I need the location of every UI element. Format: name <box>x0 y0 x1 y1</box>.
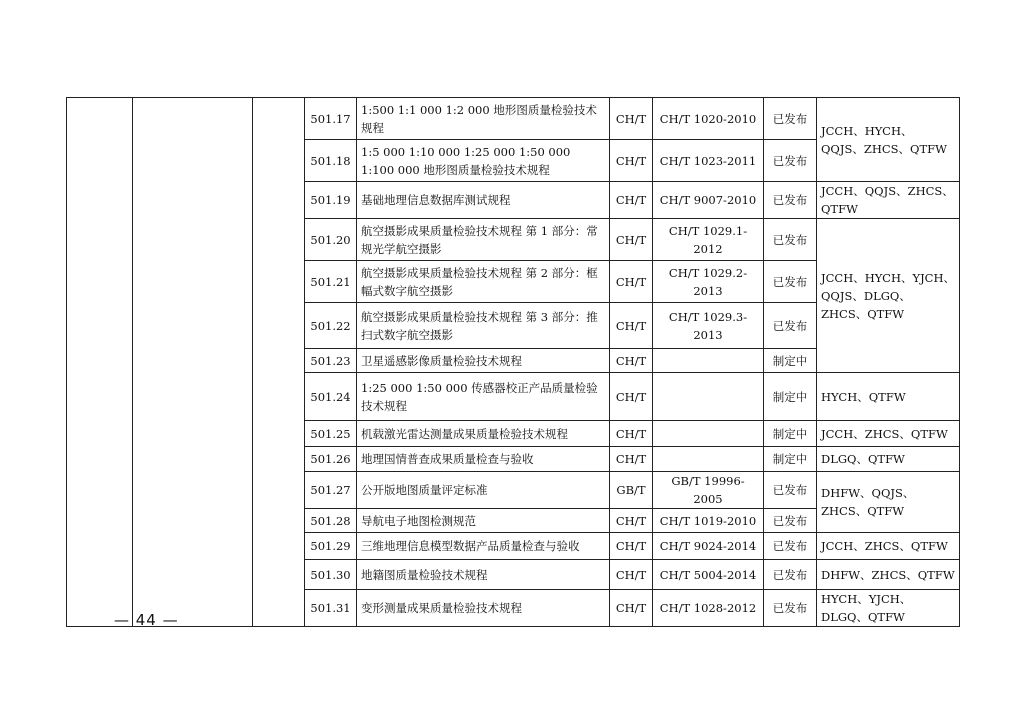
standards-table <box>66 97 960 627</box>
applicable-orgs: HYCH、QTFW <box>817 373 960 421</box>
standard-name: 1:500 1:1 000 1:2 000 地形图质量检验技术规程 <box>357 98 610 140</box>
blank-category-cell-1 <box>67 98 133 627</box>
row-number: 501.24 <box>305 373 357 421</box>
standard-code: CH/T 9007-2010 <box>653 182 764 219</box>
standard-code: CH/T 1020-2010 <box>653 98 764 140</box>
standard-name: 航空摄影成果质量检验技术规程 第 3 部分：推扫式数字航空摄影 <box>357 303 610 349</box>
blank-category-cell-2 <box>133 98 253 627</box>
applicable-orgs: JCCH、HYCH、YJCH、QQJS、DLGQ、ZHCS、QTFW <box>817 219 960 373</box>
standard-category: CH/T <box>610 373 653 421</box>
standard-category: CH/T <box>610 509 653 533</box>
standard-category: CH/T <box>610 447 653 472</box>
standard-category: CH/T <box>610 140 653 182</box>
standard-category: GB/T <box>610 472 653 509</box>
standard-status: 制定中 <box>764 373 817 421</box>
applicable-orgs: JCCH、ZHCS、QTFW <box>817 421 960 447</box>
standard-code: CH/T 1023-2011 <box>653 140 764 182</box>
standard-status: 已发布 <box>764 98 817 140</box>
row-number: 501.30 <box>305 560 357 590</box>
standard-status: 已发布 <box>764 560 817 590</box>
standard-name: 基础地理信息数据库测试规程 <box>357 182 610 219</box>
row-number: 501.19 <box>305 182 357 219</box>
row-number: 501.23 <box>305 349 357 373</box>
standard-code <box>653 349 764 373</box>
standard-code: CH/T 1029.1-2012 <box>653 219 764 261</box>
applicable-orgs: DHFW、ZHCS、QTFW <box>817 560 960 590</box>
standard-status: 已发布 <box>764 303 817 349</box>
standard-name: 航空摄影成果质量检验技术规程 第 2 部分：框幅式数字航空摄影 <box>357 261 610 303</box>
standard-status: 制定中 <box>764 421 817 447</box>
standard-status: 制定中 <box>764 447 817 472</box>
standard-status: 制定中 <box>764 349 817 373</box>
standard-code: CH/T 1029.2-2013 <box>653 261 764 303</box>
row-number: 501.21 <box>305 261 357 303</box>
standard-name: 导航电子地图检测规范 <box>357 509 610 533</box>
applicable-orgs: JCCH、QQJS、ZHCS、QTFW <box>817 182 960 219</box>
standard-code: CH/T 5004-2014 <box>653 560 764 590</box>
standard-status: 已发布 <box>764 182 817 219</box>
standard-name: 航空摄影成果质量检验技术规程 第 1 部分：常规光学航空摄影 <box>357 219 610 261</box>
standard-code: CH/T 1029.3-2013 <box>653 303 764 349</box>
standard-category: CH/T <box>610 303 653 349</box>
standard-code: CH/T 9024-2014 <box>653 533 764 560</box>
row-number: 501.22 <box>305 303 357 349</box>
standard-name: 三维地理信息模型数据产品质量检查与验收 <box>357 533 610 560</box>
standard-name: 卫星遥感影像质量检验技术规程 <box>357 349 610 373</box>
standard-code <box>653 421 764 447</box>
row-number: 501.28 <box>305 509 357 533</box>
page-number: — 44 — <box>114 611 179 629</box>
standard-status: 已发布 <box>764 261 817 303</box>
standard-status: 已发布 <box>764 509 817 533</box>
applicable-orgs: DHFW、QQJS、ZHCS、QTFW <box>817 472 960 533</box>
standard-category: CH/T <box>610 98 653 140</box>
standard-status: 已发布 <box>764 590 817 627</box>
standard-name: 1:5 000 1:10 000 1:25 000 1:50 000 1:100 000 地形图质量检验技术规程 <box>357 140 610 182</box>
applicable-orgs: JCCH、ZHCS、QTFW <box>817 533 960 560</box>
standard-name: 变形测量成果质量检验技术规程 <box>357 590 610 627</box>
row-number: 501.31 <box>305 590 357 627</box>
row-number: 501.29 <box>305 533 357 560</box>
applicable-orgs: HYCH、YJCH、DLGQ、QTFW <box>817 590 960 627</box>
standard-category: CH/T <box>610 533 653 560</box>
standard-code: CH/T 1019-2010 <box>653 509 764 533</box>
row-number: 501.20 <box>305 219 357 261</box>
standard-category: CH/T <box>610 261 653 303</box>
row-number: 501.18 <box>305 140 357 182</box>
standard-name: 地理国情普查成果质量检查与验收 <box>357 447 610 472</box>
standard-status: 已发布 <box>764 140 817 182</box>
standard-code: GB/T 19996-2005 <box>653 472 764 509</box>
standard-name: 地籍图质量检验技术规程 <box>357 560 610 590</box>
standard-category: CH/T <box>610 182 653 219</box>
standard-category: CH/T <box>610 349 653 373</box>
standard-status: 已发布 <box>764 219 817 261</box>
table-row <box>67 98 960 140</box>
standard-name: 公开版地图质量评定标准 <box>357 472 610 509</box>
standard-status: 已发布 <box>764 533 817 560</box>
row-number: 501.17 <box>305 98 357 140</box>
row-number: 501.26 <box>305 447 357 472</box>
standard-status: 已发布 <box>764 472 817 509</box>
standard-category: CH/T <box>610 590 653 627</box>
standard-name: 1:25 000 1:50 000 传感器校正产品质量检验技术规程 <box>357 373 610 421</box>
standard-category: CH/T <box>610 560 653 590</box>
standard-code <box>653 447 764 472</box>
row-number: 501.25 <box>305 421 357 447</box>
applicable-orgs: JCCH、HYCH、QQJS、ZHCS、QTFW <box>817 98 960 182</box>
standard-code: CH/T 1028-2012 <box>653 590 764 627</box>
standard-category: CH/T <box>610 219 653 261</box>
standard-code <box>653 373 764 421</box>
blank-category-cell-3 <box>253 98 305 627</box>
row-number: 501.27 <box>305 472 357 509</box>
applicable-orgs: DLGQ、QTFW <box>817 447 960 472</box>
standard-name: 机载激光雷达测量成果质量检验技术规程 <box>357 421 610 447</box>
standard-category: CH/T <box>610 421 653 447</box>
